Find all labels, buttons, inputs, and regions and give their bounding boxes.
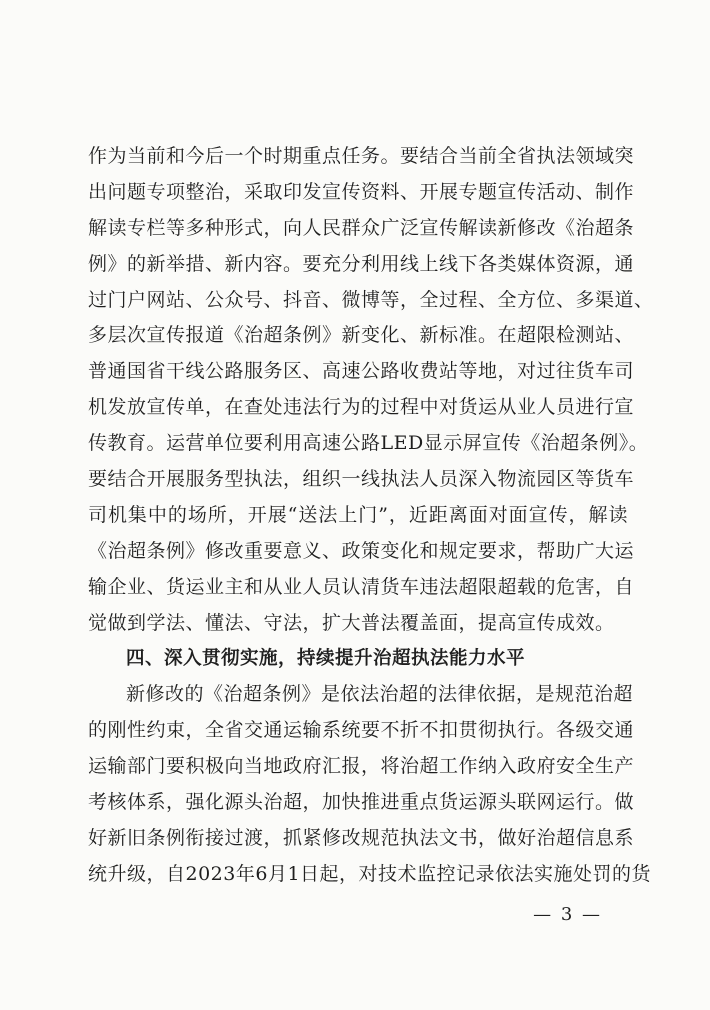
body-line: 例》的新举措、新内容。要充分利用线上线下各类媒体资源，通 bbox=[88, 252, 635, 275]
body-line: 机发放宣传单，在查处违法行为的过程中对货运从业人员进行宣 bbox=[88, 396, 635, 419]
document-body bbox=[88, 139, 654, 893]
body-line: 解读专栏等多种形式，向人民群众广泛宣传解读新修改《治超条 bbox=[88, 216, 635, 239]
body-line: 出问题专项整治，采取印发宣传资料、开展专题宣传活动、制作 bbox=[88, 180, 635, 203]
body-line: 觉做到学法、懂法、守法，扩大普法覆盖面，提高宣传成效。 bbox=[88, 611, 615, 634]
section-line: 运输部门要积极向当地政府汇报，将治超工作纳入政府安全生产 bbox=[88, 755, 635, 778]
body-line: 多层次宣传报道《治超条例》新变化、新标准。在超限检测站、 bbox=[88, 324, 635, 347]
body-line: 输企业、货运业主和从业人员认清货车违法超限超载的危害，自 bbox=[88, 575, 635, 598]
section-line: 好新旧条例衔接过渡，抓紧修改规范执法文书，做好治超信息系 bbox=[88, 826, 635, 849]
section-heading: 四、深入贯彻实施，持续提升治超执法能力水平 bbox=[126, 648, 526, 670]
body-line: 传教育。运营单位要利用高速公路LED显示屏宣传《治超条例》。 bbox=[88, 432, 649, 455]
body-line: 作为当前和今后一个时期重点任务。要结合当前全省执法领域突 bbox=[88, 145, 635, 167]
section-line: 统升级，自2023年6月1日起，对技术监控记录依法实施处罚的货 bbox=[88, 862, 652, 885]
body-line: 《治超条例》修改重要意义、政策变化和规定要求，帮助广大运 bbox=[88, 539, 635, 562]
body-line: 过门户网站、公众号、抖音、微博等，全过程、全方位、多渠道、 bbox=[88, 288, 654, 311]
section-line: 新修改的《治超条例》是依法治超的法律依据，是规范治超 bbox=[126, 683, 634, 706]
body-line: 司机集中的场所，开展“送法上门”，近距离面对面宣传，解读 bbox=[88, 503, 628, 526]
body-line: 要结合开展服务型执法，组织一线执法人员深入物流园区等货车 bbox=[88, 468, 635, 491]
body-line: 普通国省干线公路服务区、高速公路收费站等地，对过往货车司 bbox=[88, 360, 635, 383]
section-line: 考核体系，强化源头治超，加快推进重点货运源头联网运行。做 bbox=[88, 791, 635, 814]
page-number: — 3 — bbox=[533, 904, 602, 925]
section-line: 的刚性约束，全省交通运输系统要不折不扣贯彻执行。各级交通 bbox=[88, 719, 635, 742]
